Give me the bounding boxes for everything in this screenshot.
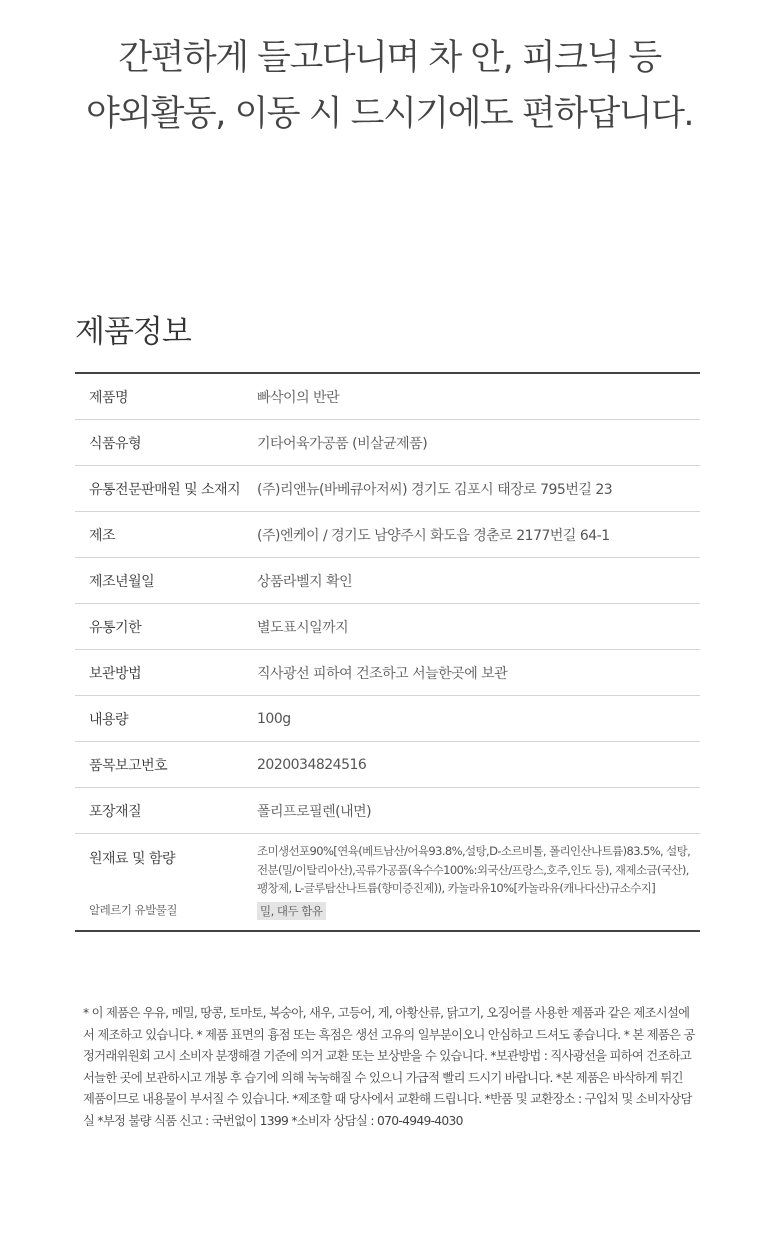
row-label: 내용량 [89, 711, 129, 728]
intro-text [0, 30, 779, 142]
table-row [75, 696, 700, 742]
row-value: 100g [257, 710, 291, 727]
table-row [75, 604, 700, 650]
row-label: 포장재질 [89, 803, 142, 820]
table-row [75, 558, 700, 604]
row-value: 기타어육가공품 (비살균제품) [257, 435, 428, 452]
row-value: (주)엔케이 / 경기도 남양주시 화도읍 경춘로 2177번길 64-1 [257, 527, 610, 544]
row-value: 직사광선 피하여 건조하고 서늘한곳에 보관 [257, 665, 508, 682]
intro-line-2: 야외활동, 이동 시 드시기에도 편하답니다. [85, 94, 694, 134]
allergy-label: 알레르기 유발물질 [89, 902, 178, 917]
row-label: 제조년월일 [89, 573, 155, 590]
ingredients-label: 원재료 및 함량 [89, 851, 176, 867]
row-value: 2020034824516 [257, 756, 367, 773]
allergy-value: 밀, 대두 함유 [257, 902, 326, 920]
row-value: 상품라벨지 확인 [257, 573, 353, 590]
row-label: 유통전문판매원 및 소재지 [89, 481, 241, 498]
row-label: 보관방법 [89, 665, 142, 682]
table-row [75, 466, 700, 512]
table-row [75, 374, 700, 420]
row-value: 빠삭이의 반란 [257, 389, 340, 406]
row-label: 식품유형 [89, 435, 142, 452]
table-row [75, 742, 700, 788]
row-value: 폴리프로필렌(내면) [257, 803, 372, 820]
section-title: 제품정보 [75, 314, 191, 350]
table-row [75, 420, 700, 466]
table-row [75, 788, 700, 834]
product-info-table [75, 372, 700, 932]
row-label: 품목보고번호 [89, 757, 168, 774]
allergy-line [75, 902, 700, 920]
ingredients-value: 조미생선포90%[연육(베트남산/어육93.8%,설탕,D-소르비톨, 폴리인산나트륨)83.5%, 설탕, 전분(밀/이탈리아산),곡류가공품(옥수수100%:외국산/프랑스,호주,인도 등), 재제소금(국산), 팽창제, L-글루탐산나트륨(향미증진제)), 카놀라유10%[카놀라유(캐나다산)규소수지] [257, 844, 691, 895]
row-value: (주)리앤뉴(바베큐아저씨) 경기도 김포시 태장로 795번길 23 [257, 481, 613, 498]
intro-line-1: 간편하게 들고다니며 차 안, 피크닉 등 [118, 38, 661, 78]
row-label: 유통기한 [89, 619, 142, 636]
notice-text: * 이 제품은 우유, 메밀, 땅콩, 토마토, 복숭아, 새우, 고등어, 게, 아황산류, 닭고기, 오징어를 사용한 제품과 같은 제조시설에서 제조하고 있습니다. * 제품 표면의 흉점 또는 흑점은 생선 고유의 일부분이오니 안심하고 드셔도 좋습니다. * 본 제품은 공정거래위원회 고시 소비자 분쟁해결 기준에 의거 교환 또는 보상받을 수 있습니다. *보관방법 : 직사광선을 피하여 건조하고 서늘한 곳에 보관하시고 개봉 후 습기에 의해 눅눅해질 수 있으니 가급적 빨리 드시기 바랍니다. *본 제품은 바삭하게 튀긴 제품이므로 내용물이 부서질 수 있습니다. *제조할 때 당사에서 교환해 드립니다. *반품 및 교환장소 : 구입처 및 소비자상담실 *부정 불량 식품 신고 : 국번없이 1399 *소비자 상담실 : 070-4949-4030 [83, 1006, 695, 1128]
ingredients-row [75, 834, 700, 930]
row-label: 제조 [89, 527, 116, 544]
row-value: 별도표시일까지 [257, 619, 349, 636]
table-row [75, 650, 700, 696]
row-label: 제품명 [89, 389, 129, 406]
table-row [75, 512, 700, 558]
